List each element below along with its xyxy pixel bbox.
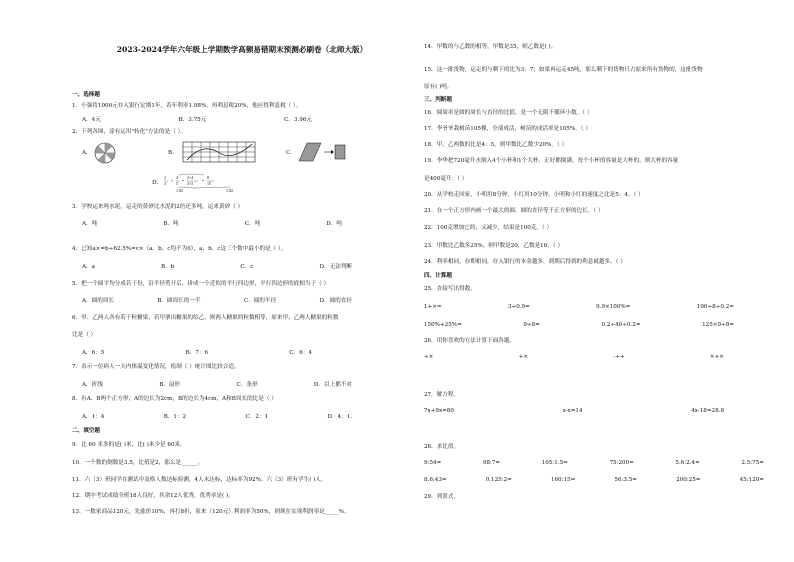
q5-option-d: D．圆的直径	[319, 298, 352, 304]
equation: 7x+9x=80	[424, 408, 454, 414]
q3-options	[82, 219, 342, 227]
ratio-item: 9:54=	[424, 460, 442, 466]
question-17: 17．李爷爷栽树苗105棵，全部成活，树苗的成活率是105%。（ ）	[424, 126, 592, 132]
question-20: 20．从学校走回家，小明用8分钟，小红用10分钟，小明和小红的速度之比是5：4。（ ）	[424, 192, 644, 198]
q5-option-c: C．圆的半径	[243, 298, 277, 304]
svg-text:5: 5	[176, 181, 178, 186]
calc-item: 1+×=	[424, 304, 442, 310]
calc-item: 0.2÷40÷0.2=	[601, 322, 641, 328]
question-13: 13．一数家商品120元，先涨价10%，再打8折，原来（120元）利润率为50%，则现在实现利润率是_____%。	[72, 509, 350, 515]
ratio-item: 105:1.5=	[541, 460, 568, 466]
svg-text:2×4: 2×4	[187, 175, 194, 180]
svg-text:×: ×	[171, 178, 174, 183]
q6-option-c: C．6：4	[289, 350, 312, 356]
question-16: 16．圆周率是圆的周长与直径的比值，是一个无限不循环小数。（ ）	[424, 110, 593, 116]
q7-options	[82, 380, 352, 388]
q6-option-a: A．6：5	[82, 350, 105, 356]
q3-option-b: B．吨	[163, 221, 179, 227]
question-23: 23．甲数比乙数多25%，则甲数是20，乙数是16。（ ）	[424, 243, 564, 249]
question-25: 25．直接写出得数。	[424, 286, 476, 292]
question-28: 28．求比值。	[424, 444, 460, 450]
q5-option-b: B．圆周长的一半	[157, 298, 201, 304]
q2-grid-figure	[182, 140, 260, 164]
q2-circle-figure	[94, 142, 116, 164]
svg-text:=: =	[202, 178, 205, 183]
ratio-item: 2.5:75=	[741, 460, 764, 466]
svg-text:1.82: 1.82	[226, 188, 233, 193]
question-15: 15．这一批货物，运走的与剩下的比为3：7，如果再运走45吨，那么剩下的货物只占原来所有货物的，这批货物	[424, 67, 703, 73]
q3-option-d: D．吨	[326, 221, 342, 227]
q26-item: +×	[518, 354, 529, 360]
svg-text:=: =	[182, 178, 185, 183]
q5-option-a: A．圆的周长	[82, 298, 115, 304]
section-calculation: 四、计算题	[424, 273, 452, 279]
svg-text:15: 15	[207, 181, 211, 186]
ratio-item: 200:25=	[676, 477, 701, 483]
ratio-item: 8.6:43=	[424, 477, 447, 483]
question-29: 29．列算式。	[424, 494, 460, 500]
section-choice: 一、选择题	[72, 92, 100, 98]
svg-text:2: 2	[164, 175, 166, 180]
q3-option-a: A．吨	[82, 221, 98, 227]
q26-item: -÷+	[613, 354, 625, 360]
ratio-item: 45:120=	[739, 477, 764, 483]
q3-option-c: C．吨	[244, 221, 261, 227]
ratio-row-1	[424, 460, 764, 466]
q8-option-d: D．4：1.	[327, 414, 352, 420]
q1-option-c: C．3.96元	[284, 117, 312, 123]
q7-option-a: A．折线	[82, 382, 103, 388]
question-5: 5．把一个圆平均分成若干份，沿半径剪开后，拼成一个近似的平行四边形，平行四边形的底相当于（ ）	[72, 281, 330, 287]
q1-option-a: A．4元	[82, 117, 101, 123]
right-column	[424, 0, 769, 562]
q2-option-d: D．	[152, 180, 163, 186]
q8-options	[82, 412, 352, 420]
q2-parallelogram-figure	[298, 142, 346, 162]
svg-text:4: 4	[176, 175, 178, 180]
left-column	[72, 0, 412, 562]
question-7: 7．表示一位病人一天内体温变化情况，绘制（ ）统计图比较合适。	[72, 364, 240, 370]
ratio-item: 0.125:2=	[485, 477, 512, 483]
section-true-false: 三、判断题	[424, 97, 452, 103]
question-2: 2．下列各图，涂有运用"转化"方法的是（ ）。	[72, 129, 186, 135]
svg-text:3: 3	[164, 181, 166, 186]
q26-item: ÷×	[424, 354, 434, 360]
q26-items	[424, 354, 724, 360]
calc-item: 150%+25%=	[424, 322, 462, 328]
ratio-row-2	[424, 477, 764, 483]
question-11: 11．六（3）班同学在测试中及格人数达标检测，4人未达标，达标率为92%。六（3）班有学生( )人。	[72, 477, 327, 483]
equation: x-x=14	[562, 408, 583, 414]
q8-option-b: B．1：2	[163, 414, 187, 420]
calc-item: 125×9÷8=	[702, 322, 734, 328]
question-3: 3．学校运来吨水泥，运走的黄砂比水泥的2倍还多吨，运来黄砂（ ）	[72, 204, 244, 210]
question-19: 19．李华把720毫升水倒入4个小杯和1个大杯，正好都倒满。每个小杯的容量是大杯的，则大杯的容量	[424, 158, 679, 164]
svg-text:8: 8	[207, 175, 209, 180]
calc-item: 3÷0.9=	[507, 304, 530, 310]
question-18: 18．甲、乙两数的比是4：5，则甲数比乙数少20%。（ ）	[424, 142, 568, 148]
ratio-item: 56:3.5=	[614, 477, 637, 483]
q7-option-b: B．扇形	[159, 382, 181, 388]
page-title: 2023-2024学年六年级上学期数学高频易错期末预测必刷卷（北师大版）	[116, 45, 368, 54]
q4-option-b: B．b	[161, 264, 175, 270]
q4-options	[82, 262, 352, 270]
equation: 4x-18=28.8	[691, 408, 724, 414]
calc-row-2	[424, 322, 734, 328]
q4-option-a: A．a	[82, 264, 95, 270]
question-26: 26．用你喜欢的方法计算下面各题。	[424, 338, 516, 344]
q4-option-c: C．c	[240, 264, 254, 270]
question-12: 12．期中考试成绩全班18人良好，其余12人优秀，优秀率是( )。	[72, 493, 234, 499]
q4-option-d: D．无法判断	[319, 264, 352, 270]
calc-item: 100÷8÷0.2=	[696, 304, 734, 310]
q2-option-a: A．	[82, 150, 92, 156]
calc-item: 9÷8=	[523, 322, 540, 328]
question-21: 21．在一个正方形内画一个最大的圆，圆的直径等于正方形的边长。（ ）	[424, 208, 604, 214]
calc-row-1	[424, 304, 734, 310]
question-9: 9．比 60 米多的是( )米，比( )米少是 60米。	[72, 442, 186, 448]
question-15-cont: 原有( )吨。	[424, 84, 453, 90]
q1-option-b: B．3.75元	[178, 117, 207, 123]
question-24: 24．利率相同，存期相同，存入银行的本金越多，到期后得到的利息就越多。（ ）	[424, 259, 626, 265]
q1-options	[82, 115, 312, 123]
question-10: 10．一个数的倒数是3.5，比值是2，那么是______。	[72, 460, 204, 466]
question-4: 4．已知a×=b÷62.5%=c×（a、b、c均不为0），a、b、c这三个数中最小的是（ ）。	[72, 246, 287, 252]
svg-text:3×5: 3×5	[187, 181, 194, 186]
question-6: 6．甲、乙两人各有若干粒糖果，若甲拿出糖果的给乙，则两人糖果的粒数相等，原来甲、乙两人糖果的粒数	[72, 315, 339, 321]
q2-fraction-figure	[164, 172, 250, 194]
q27-items	[424, 408, 724, 414]
question-27: 27．解方程。	[424, 392, 460, 398]
ratio-item: 5.6:2.4=	[675, 460, 700, 466]
question-1: 1．小强将1000元存入银行定期1年，若年利率1.98%，再利息税20%，他应得利息税（ ）。	[72, 103, 302, 109]
q5-options	[82, 296, 352, 304]
q2-option-b: B．	[168, 150, 178, 156]
q6-option-b: B．7：6	[185, 350, 209, 356]
q8-option-a: A．1：4	[82, 414, 105, 420]
ratio-item: 75:200=	[609, 460, 634, 466]
q7-option-d: D．以上都不对	[313, 382, 352, 388]
section-fill-blank: 二、填空题	[72, 428, 100, 434]
calc-item: 9.9×100%=	[596, 304, 631, 310]
q6-options	[82, 348, 312, 356]
question-19-cont: 是400毫升。（ ）	[424, 176, 468, 182]
q2-option-c: C．	[286, 150, 296, 156]
q26-item: ×+×	[709, 354, 724, 360]
q8-option-c: C．2：1	[245, 414, 269, 420]
question-8: 8．有A、B两个正方形，A的边长为2cm，B的边长为4cm，A和B周长的比是（ ）	[72, 396, 277, 402]
question-6-cont: 比是（ ）	[72, 332, 97, 338]
question-14: 14．甲数的与乙数的相等，甲数是35，则乙数是( )。	[424, 44, 557, 50]
question-22: 22．100克增加它的，又减少，结果是100克。（ ）	[424, 225, 553, 231]
svg-text:1.82: 1.82	[176, 188, 183, 193]
ratio-item: 160:15=	[550, 477, 576, 483]
q7-option-c: C．条形	[236, 382, 258, 388]
ratio-item: 98:7=	[482, 460, 501, 466]
